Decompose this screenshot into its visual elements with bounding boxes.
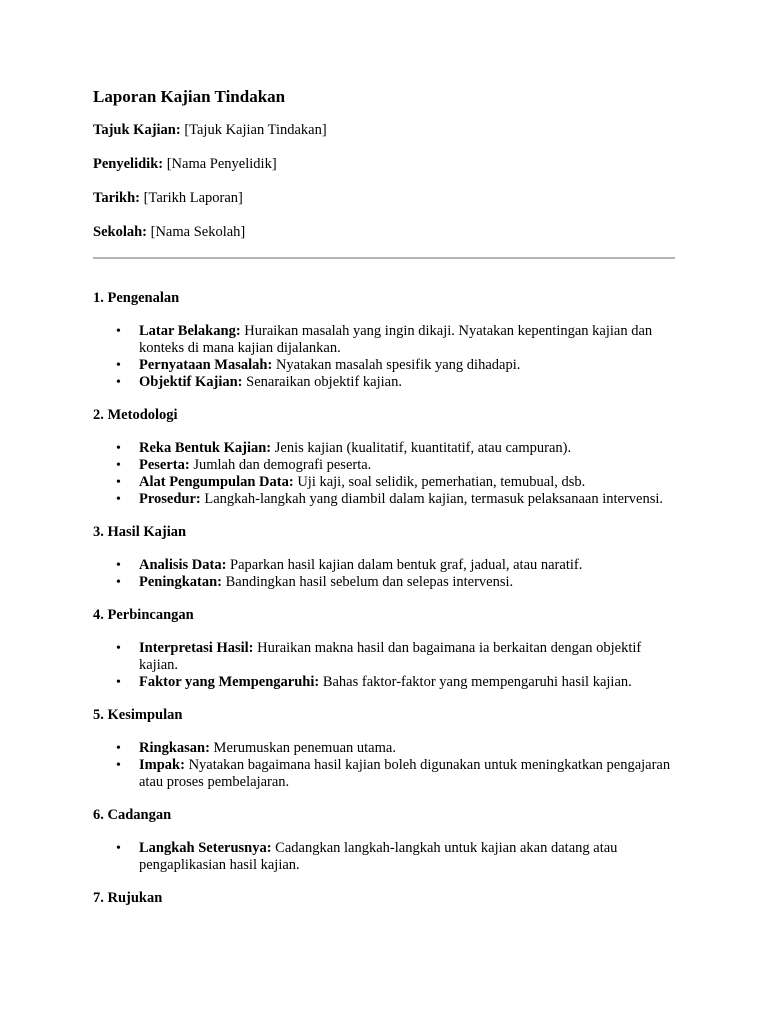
bullet-icon: • [116,641,121,656]
meta-value: [Tarikh Laporan] [143,190,243,206]
item-label: Impak: [139,757,185,773]
item-label: Pernyataan Masalah: [139,357,273,373]
list-item [93,574,675,591]
list-item [93,474,675,491]
item-text: Bahas faktor-faktor yang mempengaruhi hasil kajian. [322,674,632,690]
list-item [93,757,675,791]
section-heading: 4. Perbincangan [93,607,194,623]
item-label: Ringkasan: [139,740,210,756]
bullet-icon: • [116,458,121,473]
list-item [93,323,675,357]
report-section [93,406,675,508]
meta-label: Sekolah: [93,224,147,240]
item-label: Peningkatan: [139,574,222,590]
meta-label: Penyelidik: [93,156,164,172]
bullet-list [93,840,675,874]
bullet-icon: • [116,441,121,456]
item-label: Reka Bentuk Kajian: [139,440,272,456]
item-text: Bandingkan hasil sebelum dan selepas intervensi. [225,574,514,590]
list-item [93,374,675,391]
list-item [93,357,675,374]
bullet-icon: • [116,375,121,390]
item-label: Langkah Seterusnya: [139,840,272,856]
item-text: Uji kaji, soal selidik, pemerhatian, temubual, dsb. [297,474,586,490]
list-item [93,557,675,574]
item-label: Interpretasi Hasil: [139,640,254,656]
bullet-list [93,557,675,591]
meta-sekolah [93,223,675,242]
bullet-icon: • [116,675,121,690]
bullet-icon: • [116,358,121,373]
item-text: Cadangkan langkah-langkah untuk kajian akan datang atau pengaplikasian hasil kajian. [139,840,618,873]
section-heading: 3. Hasil Kajian [93,524,187,540]
bullet-icon: • [116,492,121,507]
bullet-icon: • [116,741,121,756]
report-section [93,289,675,391]
document-title: Laporan Kajian Tindakan [93,87,286,106]
list-item [93,674,675,691]
report-meta [93,121,675,242]
meta-label: Tajuk Kajian: [93,122,181,138]
item-text: Jumlah dan demografi peserta. [193,457,372,473]
item-text: Merumuskan penemuan utama. [213,740,396,756]
item-label: Prosedur: [139,491,201,507]
item-label: Peserta: [139,457,190,473]
section-heading: 2. Metodologi [93,407,178,423]
bullet-icon: • [116,558,121,573]
meta-penyelidik [93,155,675,174]
item-label: Faktor yang Mempengaruhi: [139,674,320,690]
item-text: Langkah-langkah yang diambil dalam kajian, termasuk pelaksanaan intervensi. [204,491,663,507]
item-text: Huraikan masalah yang ingin dikaji. Nyatakan kepentingan kajian dan konteks di mana kajian dijalankan. [139,323,653,356]
section-heading: 7. Rujukan [93,890,163,906]
section-heading: 1. Pengenalan [93,290,180,306]
horizontal-divider [93,257,675,259]
list-item [93,840,675,874]
item-label: Objektif Kajian: [139,374,243,390]
meta-label: Tarikh: [93,190,141,206]
bullet-list [93,440,675,508]
bullet-icon: • [116,758,121,773]
item-text: Nyatakan bagaimana hasil kajian boleh digunakan untuk meningkatkan pengajaran atau proses pembelajaran. [139,757,671,790]
item-text: Paparkan hasil kajian dalam bentuk graf, jadual, atau naratif. [230,557,583,573]
bullet-list [93,640,675,691]
bullet-icon: • [116,324,121,339]
list-item [93,440,675,457]
item-label: Alat Pengumpulan Data: [139,474,294,490]
meta-tarikh [93,189,675,208]
list-item [93,640,675,674]
report-sections [93,289,675,908]
item-label: Latar Belakang: [139,323,241,339]
bullet-icon: • [116,475,121,490]
meta-tajuk-kajian [93,121,675,140]
section-heading: 5. Kesimpulan [93,707,183,723]
meta-value: [Nama Penyelidik] [166,156,277,172]
item-text: Jenis kajian (kualitatif, kuantitatif, atau campuran). [274,440,572,456]
report-section [93,523,675,591]
report-section [93,806,675,874]
meta-value: [Tajuk Kajian Tindakan] [184,122,327,138]
section-heading: 6. Cadangan [93,807,172,823]
report-section [93,889,675,908]
report-section [93,606,675,691]
report-section [93,706,675,791]
bullet-list [93,740,675,791]
bullet-icon: • [116,575,121,590]
bullet-list [93,323,675,391]
bullet-icon: • [116,841,121,856]
list-item [93,491,675,508]
item-text: Nyatakan masalah spesifik yang dihadapi. [275,357,521,373]
meta-value: [Nama Sekolah] [150,224,246,240]
item-text: Huraikan makna hasil dan bagaimana ia berkaitan dengan objektif kajian. [139,640,642,673]
list-item [93,457,675,474]
list-item [93,740,675,757]
item-text: Senaraikan objektif kajian. [246,374,402,390]
item-label: Analisis Data: [139,557,227,573]
